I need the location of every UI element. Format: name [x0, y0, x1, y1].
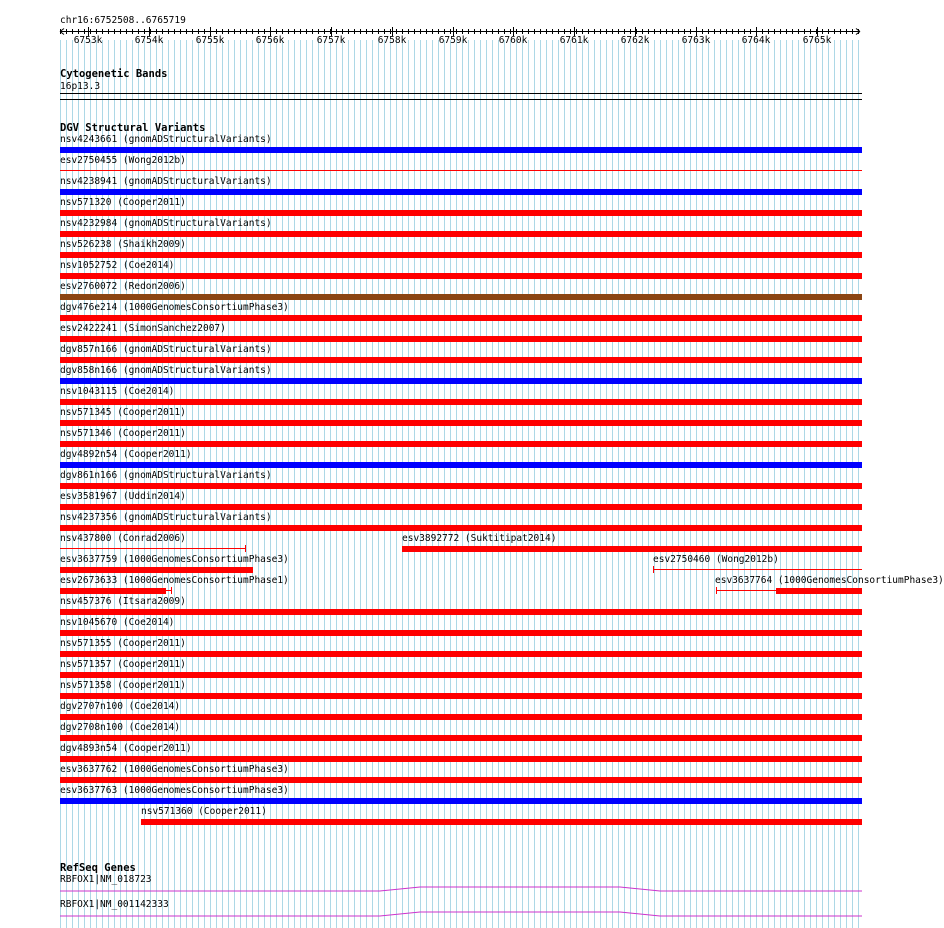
ruler-tick-label: 6757k — [316, 35, 346, 46]
ruler-tick-label: 6762k — [620, 35, 650, 46]
variant-bar — [60, 294, 862, 300]
variant-bar — [60, 210, 862, 216]
cytoband-label[interactable]: 16p13.3 — [60, 81, 101, 92]
ruler-tick-label: 6756k — [255, 35, 285, 46]
variant-bar — [402, 546, 862, 552]
ruler-tick-label: 6761k — [559, 35, 589, 46]
variant-label[interactable]: nsv571355 (Cooper2011) — [60, 638, 186, 649]
variant-bar — [60, 798, 862, 804]
variant-label[interactable]: esv3637763 (1000GenomesConsortiumPhase3) — [60, 785, 289, 796]
variant-label[interactable]: dgv858n166 (gnomADStructuralVariants) — [60, 365, 272, 376]
variant-bar — [60, 651, 862, 657]
variant-bar — [60, 735, 862, 741]
ruler-tick-label: 6765k — [802, 35, 832, 46]
variant-bar — [60, 231, 862, 237]
variant-label[interactable]: dgv2707n100 (Coe2014) — [60, 701, 181, 712]
refseq-track-title: RefSeq Genes — [60, 862, 136, 874]
ruler-tick-label: 6754k — [134, 35, 164, 46]
variant-label[interactable]: esv3637762 (1000GenomesConsortiumPhase3) — [60, 764, 289, 775]
variant-label[interactable]: dgv476e214 (1000GenomesConsortiumPhase3) — [60, 302, 289, 313]
variant-bar — [60, 357, 862, 363]
variant-label[interactable]: nsv571357 (Cooper2011) — [60, 659, 186, 670]
variant-bar — [60, 462, 862, 468]
ruler-tick-label: 6755k — [195, 35, 225, 46]
variant-bar — [60, 548, 246, 549]
variant-label[interactable]: nsv437800 (Conrad2006) — [60, 533, 186, 544]
variant-label[interactable]: nsv571346 (Cooper2011) — [60, 428, 186, 439]
variant-bar — [60, 756, 862, 762]
variant-label[interactable]: nsv4232984 (gnomADStructuralVariants) — [60, 218, 272, 229]
dgv-track-title: DGV Structural Variants — [60, 122, 206, 134]
variant-bar — [60, 777, 862, 783]
variant-label[interactable]: nsv526238 (Shaikh2009) — [60, 239, 186, 250]
variant-bar — [60, 336, 862, 342]
variant-label[interactable]: esv2760072 (Redon2006) — [60, 281, 186, 292]
variant-bar — [60, 714, 862, 720]
variant-bar-cap — [171, 587, 172, 594]
variant-label[interactable]: nsv571320 (Cooper2011) — [60, 197, 186, 208]
variant-bar — [60, 483, 862, 489]
variant-bar — [60, 315, 862, 321]
variant-bar — [60, 504, 862, 510]
variant-bar — [60, 189, 862, 195]
variant-label[interactable]: nsv4237356 (gnomADStructuralVariants) — [60, 512, 272, 523]
variant-label[interactable]: esv2750460 (Wong2012b) — [653, 554, 779, 565]
variant-label[interactable]: nsv571345 (Cooper2011) — [60, 407, 186, 418]
variant-label[interactable]: nsv1052752 (Coe2014) — [60, 260, 175, 271]
variant-label[interactable]: esv2673633 (1000GenomesConsortiumPhase1) — [60, 575, 289, 586]
variant-label[interactable]: nsv1045670 (Coe2014) — [60, 617, 175, 628]
variant-bar — [776, 588, 862, 594]
variant-bar — [716, 590, 776, 591]
variant-bar — [60, 273, 862, 279]
gene-label[interactable]: RBFOX1|NM_018723 — [60, 874, 152, 885]
variant-bar — [141, 819, 862, 825]
ruler-tick-label: 6753k — [73, 35, 103, 46]
variant-label[interactable]: esv3892772 (Suktitipat2014) — [402, 533, 557, 544]
ruler-tick-label: 6758k — [377, 35, 407, 46]
variant-label[interactable]: nsv4243661 (gnomADStructuralVariants) — [60, 134, 272, 145]
variant-label[interactable]: esv2750455 (Wong2012b) — [60, 155, 186, 166]
variant-bar-cap — [653, 566, 654, 573]
variant-label[interactable]: nsv457376 (Itsara2009) — [60, 596, 186, 607]
variant-bar — [60, 588, 166, 594]
variant-label[interactable]: nsv571360 (Cooper2011) — [141, 806, 267, 817]
variant-label[interactable]: esv3581967 (Uddin2014) — [60, 491, 186, 502]
variant-bar — [60, 252, 862, 258]
variant-bar — [653, 569, 862, 570]
variant-bar-cap — [245, 545, 246, 552]
variant-bar — [60, 147, 862, 153]
ruler-tick-label: 6764k — [741, 35, 771, 46]
variant-bar — [60, 630, 862, 636]
ruler-tick-label: 6760k — [498, 35, 528, 46]
variant-bar-cap — [716, 587, 717, 594]
cytoband-track-title: Cytogenetic Bands — [60, 68, 168, 80]
variant-label[interactable]: nsv1043115 (Coe2014) — [60, 386, 175, 397]
ruler-tick-label: 6759k — [438, 35, 468, 46]
variant-label[interactable]: dgv861n166 (gnomADStructuralVariants) — [60, 470, 272, 481]
location-label: chr16:6752508..6765719 — [60, 15, 186, 26]
ruler-tick-label: 6763k — [681, 35, 711, 46]
variant-label[interactable]: dgv4892n54 (Cooper2011) — [60, 449, 192, 460]
variant-label[interactable]: esv2422241 (SimonSanchez2007) — [60, 323, 226, 334]
variant-bar — [60, 420, 862, 426]
variant-label[interactable]: dgv857n166 (gnomADStructuralVariants) — [60, 344, 272, 355]
gene-label[interactable]: RBFOX1|NM_001142333 — [60, 899, 169, 910]
variant-label[interactable]: dgv4893n54 (Cooper2011) — [60, 743, 192, 754]
variant-bar — [60, 399, 862, 405]
variant-bar — [60, 693, 862, 699]
variant-bar — [60, 378, 862, 384]
variant-label[interactable]: dgv2708n100 (Coe2014) — [60, 722, 181, 733]
variant-label[interactable]: esv3637764 (1000GenomesConsortiumPhase3) — [715, 575, 944, 586]
variant-bar — [60, 525, 862, 531]
variant-label[interactable]: nsv571358 (Cooper2011) — [60, 680, 186, 691]
variant-bar — [60, 170, 862, 171]
variant-bar — [60, 441, 862, 447]
variant-label[interactable]: esv3637759 (1000GenomesConsortiumPhase3) — [60, 554, 289, 565]
variant-bar — [60, 567, 253, 573]
variant-bar — [60, 672, 862, 678]
variant-label[interactable]: nsv4238941 (gnomADStructuralVariants) — [60, 176, 272, 187]
variant-bar — [60, 609, 862, 615]
